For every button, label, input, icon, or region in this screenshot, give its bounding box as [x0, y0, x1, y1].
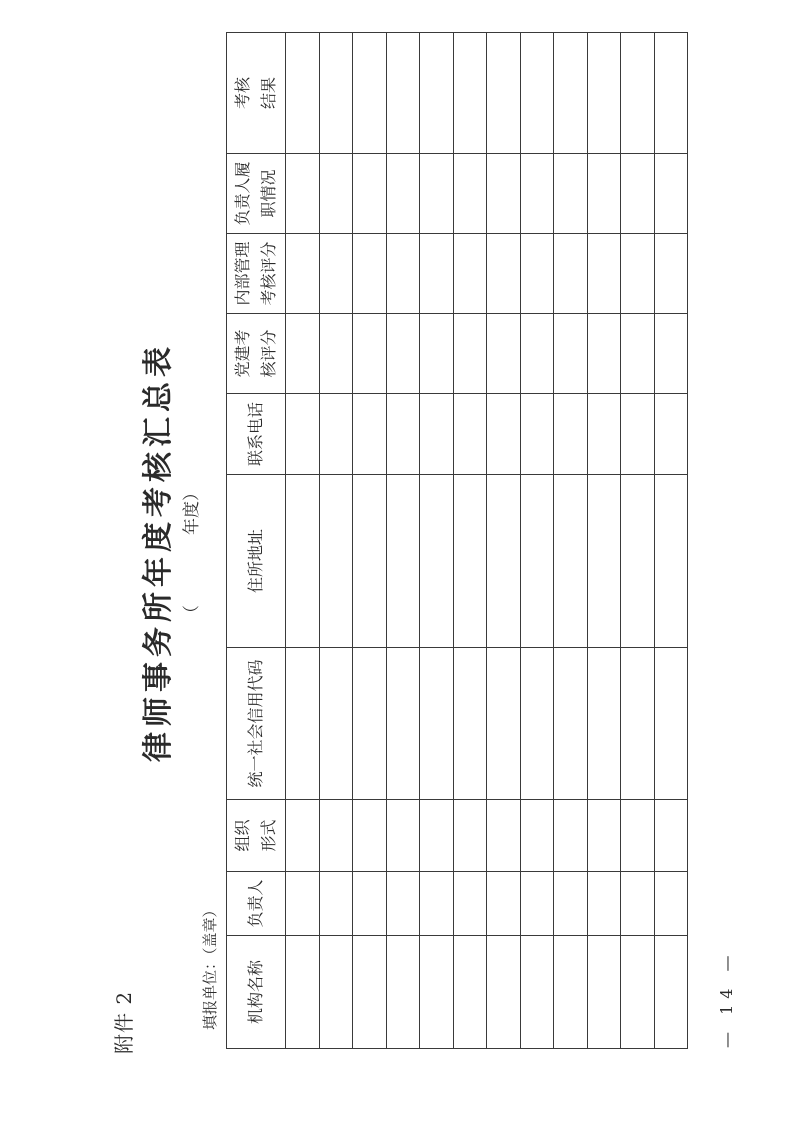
table-row [587, 33, 621, 1049]
table-cell [487, 154, 521, 234]
document-subtitle [177, 484, 202, 622]
table-cell [587, 394, 621, 475]
table-row [386, 33, 420, 1049]
table-cell [587, 800, 621, 872]
table-cell [453, 800, 487, 872]
table-cell [621, 154, 655, 234]
table-cell [587, 314, 621, 394]
table-cell [420, 475, 454, 648]
table-cell [453, 314, 487, 394]
table-cell [654, 648, 688, 800]
table-cell [487, 800, 521, 872]
table-cell [353, 33, 387, 154]
table-row [520, 33, 554, 1049]
table-cell [520, 648, 554, 800]
table-cell [319, 394, 353, 475]
table-cell [654, 154, 688, 234]
table-cell [386, 648, 420, 800]
table-cell [319, 475, 353, 648]
table-cell [554, 872, 588, 936]
table-cell [554, 33, 588, 154]
table-row [420, 33, 454, 1049]
col-header-org-form: 组织 形式 [227, 800, 286, 872]
table-cell [420, 872, 454, 936]
document-title: 律师事务所年度考核汇总表 [141, 342, 176, 762]
table-cell [621, 872, 655, 936]
table-cell [487, 33, 521, 154]
table-cell [353, 800, 387, 872]
fill-unit-label: 填报单位：（盖章） [201, 902, 219, 1030]
table-cell [654, 314, 688, 394]
table-cell [386, 394, 420, 475]
table-cell [286, 394, 320, 475]
table-cell [554, 648, 588, 800]
table-row [453, 33, 487, 1049]
table-cell [286, 33, 320, 154]
table-cell [353, 648, 387, 800]
table-cell [520, 475, 554, 648]
col-header-address: 住所地址 [227, 475, 286, 648]
table-cell [487, 936, 521, 1049]
table-cell [353, 234, 387, 314]
table-cell [654, 234, 688, 314]
table-row [319, 33, 353, 1049]
table-cell [621, 33, 655, 154]
table-cell [487, 475, 521, 648]
table-cell [420, 154, 454, 234]
table-row [554, 33, 588, 1049]
table-cell [654, 800, 688, 872]
table-cell [520, 234, 554, 314]
table-cell [353, 475, 387, 648]
page-number: — 14 — [717, 949, 736, 1048]
table-cell [286, 475, 320, 648]
table-cell [319, 936, 353, 1049]
table-cell [420, 800, 454, 872]
attachment-label: 附件 2 [112, 990, 136, 1054]
table-cell [319, 314, 353, 394]
table-cell [520, 872, 554, 936]
table-cell [487, 314, 521, 394]
table-cell [319, 234, 353, 314]
table-cell [319, 154, 353, 234]
table-cell [654, 872, 688, 936]
table-cell [587, 648, 621, 800]
col-header-person-in-charge: 负责人 [227, 872, 286, 936]
table-cell [386, 33, 420, 154]
table-cell [453, 648, 487, 800]
table-cell [386, 154, 420, 234]
table-cell [654, 936, 688, 1049]
table-cell [453, 154, 487, 234]
table-cell [420, 234, 454, 314]
col-header-party-score: 党建考 核评分 [227, 314, 286, 394]
subtitle-year-label: 年度） [182, 484, 202, 535]
table-cell [386, 872, 420, 936]
table-cell [353, 872, 387, 936]
col-header-management-score: 内部管理 考核评分 [227, 234, 286, 314]
col-header-credit-code: 统一社会信用代码 [227, 648, 286, 800]
table-cell [319, 800, 353, 872]
table-cell [386, 314, 420, 394]
table-cell [420, 33, 454, 154]
table-cell [453, 33, 487, 154]
table-cell [587, 475, 621, 648]
table-cell [487, 872, 521, 936]
table-cell [286, 872, 320, 936]
table-cell [487, 648, 521, 800]
table-cell [453, 394, 487, 475]
table-cell [587, 936, 621, 1049]
table-cell [587, 33, 621, 154]
table-cell [386, 475, 420, 648]
table-cell [286, 154, 320, 234]
col-header-result: 考核 结果 [227, 33, 286, 154]
table-row [286, 33, 320, 1049]
table-cell [286, 234, 320, 314]
table-cell [353, 154, 387, 234]
table-cell [453, 936, 487, 1049]
table-cell [554, 475, 588, 648]
table-cell [520, 936, 554, 1049]
subtitle-open-paren: （ [182, 605, 202, 622]
table-cell [386, 234, 420, 314]
table-cell [654, 394, 688, 475]
summary-table [226, 32, 688, 1049]
table-cell [654, 475, 688, 648]
table-cell [453, 872, 487, 936]
table-cell [654, 33, 688, 154]
table-cell [487, 394, 521, 475]
col-header-duty-performance: 负责人履 职情况 [227, 154, 286, 234]
table-cell [353, 936, 387, 1049]
header-row [227, 33, 286, 1049]
table-cell [319, 33, 353, 154]
table-cell [319, 872, 353, 936]
table-cell [587, 234, 621, 314]
table-cell [487, 234, 521, 314]
table-cell [286, 800, 320, 872]
table-cell [420, 936, 454, 1049]
table-cell [353, 314, 387, 394]
table-cell [386, 800, 420, 872]
table-cell [554, 800, 588, 872]
table-row [654, 33, 688, 1049]
col-header-phone: 联系电话 [227, 394, 286, 475]
table-cell [420, 314, 454, 394]
table-row [353, 33, 387, 1049]
table-cell [554, 936, 588, 1049]
table-cell [621, 648, 655, 800]
table-cell [554, 314, 588, 394]
table-cell [453, 475, 487, 648]
table-cell [621, 394, 655, 475]
table-cell [520, 800, 554, 872]
table-cell [621, 475, 655, 648]
col-header-org-name: 机构名称 [227, 936, 286, 1049]
table-row [487, 33, 521, 1049]
table-cell [587, 154, 621, 234]
table-cell [554, 394, 588, 475]
table-cell [554, 154, 588, 234]
table-cell [286, 936, 320, 1049]
table-row [621, 33, 655, 1049]
table-cell [520, 394, 554, 475]
table-cell [420, 394, 454, 475]
table-cell [286, 648, 320, 800]
table-cell [420, 648, 454, 800]
table-cell [386, 936, 420, 1049]
table-cell [587, 872, 621, 936]
table-cell [453, 234, 487, 314]
table-cell [520, 33, 554, 154]
table-cell [286, 314, 320, 394]
table-cell [621, 234, 655, 314]
table-cell [319, 648, 353, 800]
table-cell [520, 314, 554, 394]
table-cell [621, 936, 655, 1049]
table-cell [520, 154, 554, 234]
table-cell [353, 394, 387, 475]
table-cell [621, 800, 655, 872]
table-cell [554, 234, 588, 314]
table-cell [621, 314, 655, 394]
